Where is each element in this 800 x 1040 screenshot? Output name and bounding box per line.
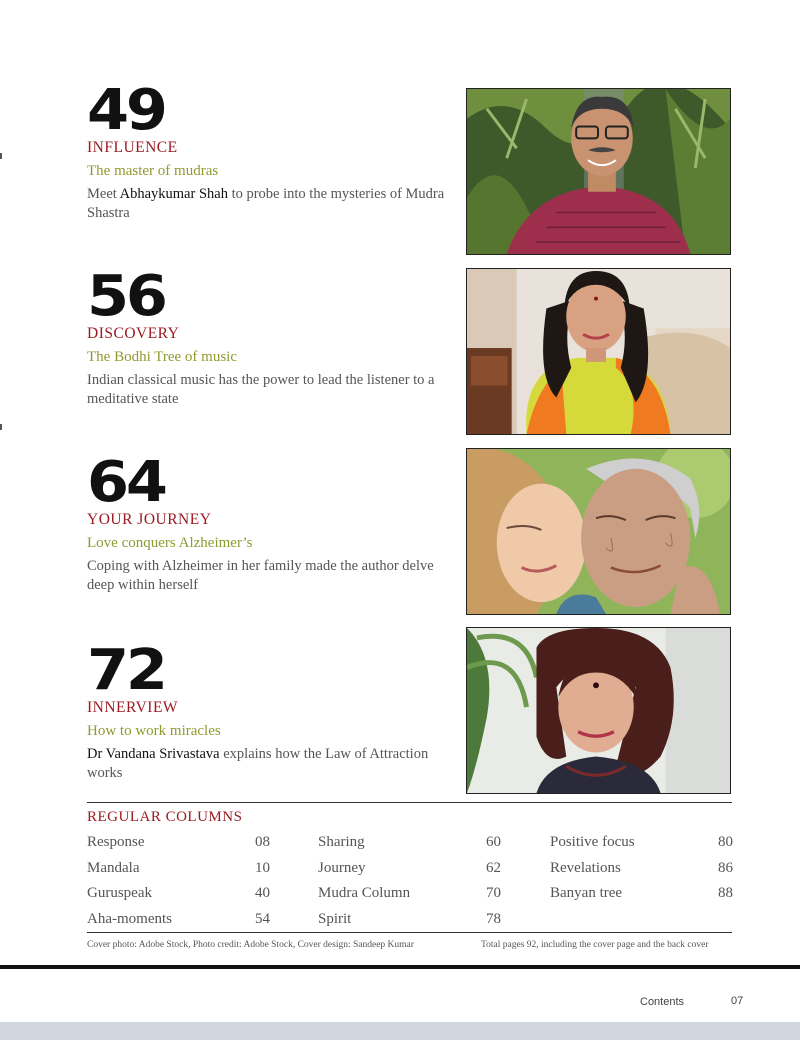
list-item[interactable]: Spirit 78	[318, 910, 501, 927]
feature-category: YOUR JOURNEY	[87, 511, 212, 528]
regular-column-3	[550, 832, 733, 909]
feature-category: INNERVIEW	[87, 699, 179, 716]
feature-name-highlight: Abhaykumar Shah	[119, 186, 228, 202]
feature-description: Indian classical music has the power to lead the listener to a meditative state	[87, 372, 435, 407]
section-divider	[87, 932, 732, 933]
feature-description: Dr Vandana Srivastava explains how the Law of Attraction works	[87, 746, 429, 781]
feature-headline: The Bodhi Tree of music	[87, 349, 237, 365]
feature-page-number: 56	[87, 264, 165, 329]
edge-mark	[0, 424, 2, 430]
total-pages-note: Total pages 92, including the cover page and the back cover	[481, 940, 709, 950]
list-item[interactable]: Revelations 86	[550, 859, 733, 876]
feature-influence[interactable]	[87, 78, 447, 223]
list-item[interactable]: Mandala 10	[87, 859, 270, 876]
feature-photo-elderly-embrace	[466, 448, 731, 615]
feature-page-number: 64	[87, 450, 165, 515]
feature-photo-doctor	[466, 627, 731, 794]
feature-category: INFLUENCE	[87, 139, 178, 156]
feature-innerview[interactable]	[87, 638, 447, 783]
footer-section-label: Contents	[640, 996, 685, 1008]
feature-headline: Love conquers Alzheimer’s	[87, 535, 253, 551]
feature-discovery[interactable]	[87, 264, 447, 409]
feature-photo-woman-saree	[466, 268, 731, 435]
feature-description: Coping with Alzheimer in her family made the author delve deep within herself	[87, 558, 434, 593]
list-item[interactable]: Aha-moments 54	[87, 910, 270, 927]
feature-name-highlight: Dr Vandana Srivastava	[87, 746, 220, 762]
feature-headline: The master of mudras	[87, 163, 219, 179]
list-item[interactable]: Guruspeak 40	[87, 885, 270, 902]
list-item[interactable]: Sharing 60	[318, 834, 501, 850]
feature-page-number: 72	[87, 638, 165, 703]
regular-column-1	[87, 832, 270, 934]
list-item[interactable]: Journey 62	[318, 859, 501, 876]
feature-your-journey[interactable]	[87, 450, 447, 595]
feature-category: DISCOVERY	[87, 325, 180, 342]
photo-credits: Cover photo: Adobe Stock, Photo credit: Adobe Stock, Cover design: Sandeep Kumar	[87, 940, 414, 950]
list-item[interactable]: Mudra Column 70	[318, 885, 501, 902]
regular-column-2	[318, 832, 501, 934]
footer-page-number: 07	[731, 995, 744, 1007]
list-item[interactable]: Banyan tree 88	[550, 885, 733, 902]
feature-page-number: 49	[87, 78, 165, 143]
list-item[interactable]: Response 08	[87, 834, 270, 850]
bottom-band	[0, 1022, 800, 1040]
regular-columns-title: REGULAR COLUMNS	[87, 809, 243, 825]
footer-rule	[0, 965, 800, 969]
section-divider	[87, 802, 732, 803]
feature-description: Meet Abhaykumar Shah to probe into the mysteries of Mudra Shastra	[87, 186, 445, 221]
list-item[interactable]: Positive focus 80	[550, 834, 733, 850]
feature-photo-man	[466, 88, 731, 255]
edge-mark	[0, 153, 2, 159]
feature-headline: How to work miracles	[87, 723, 221, 739]
